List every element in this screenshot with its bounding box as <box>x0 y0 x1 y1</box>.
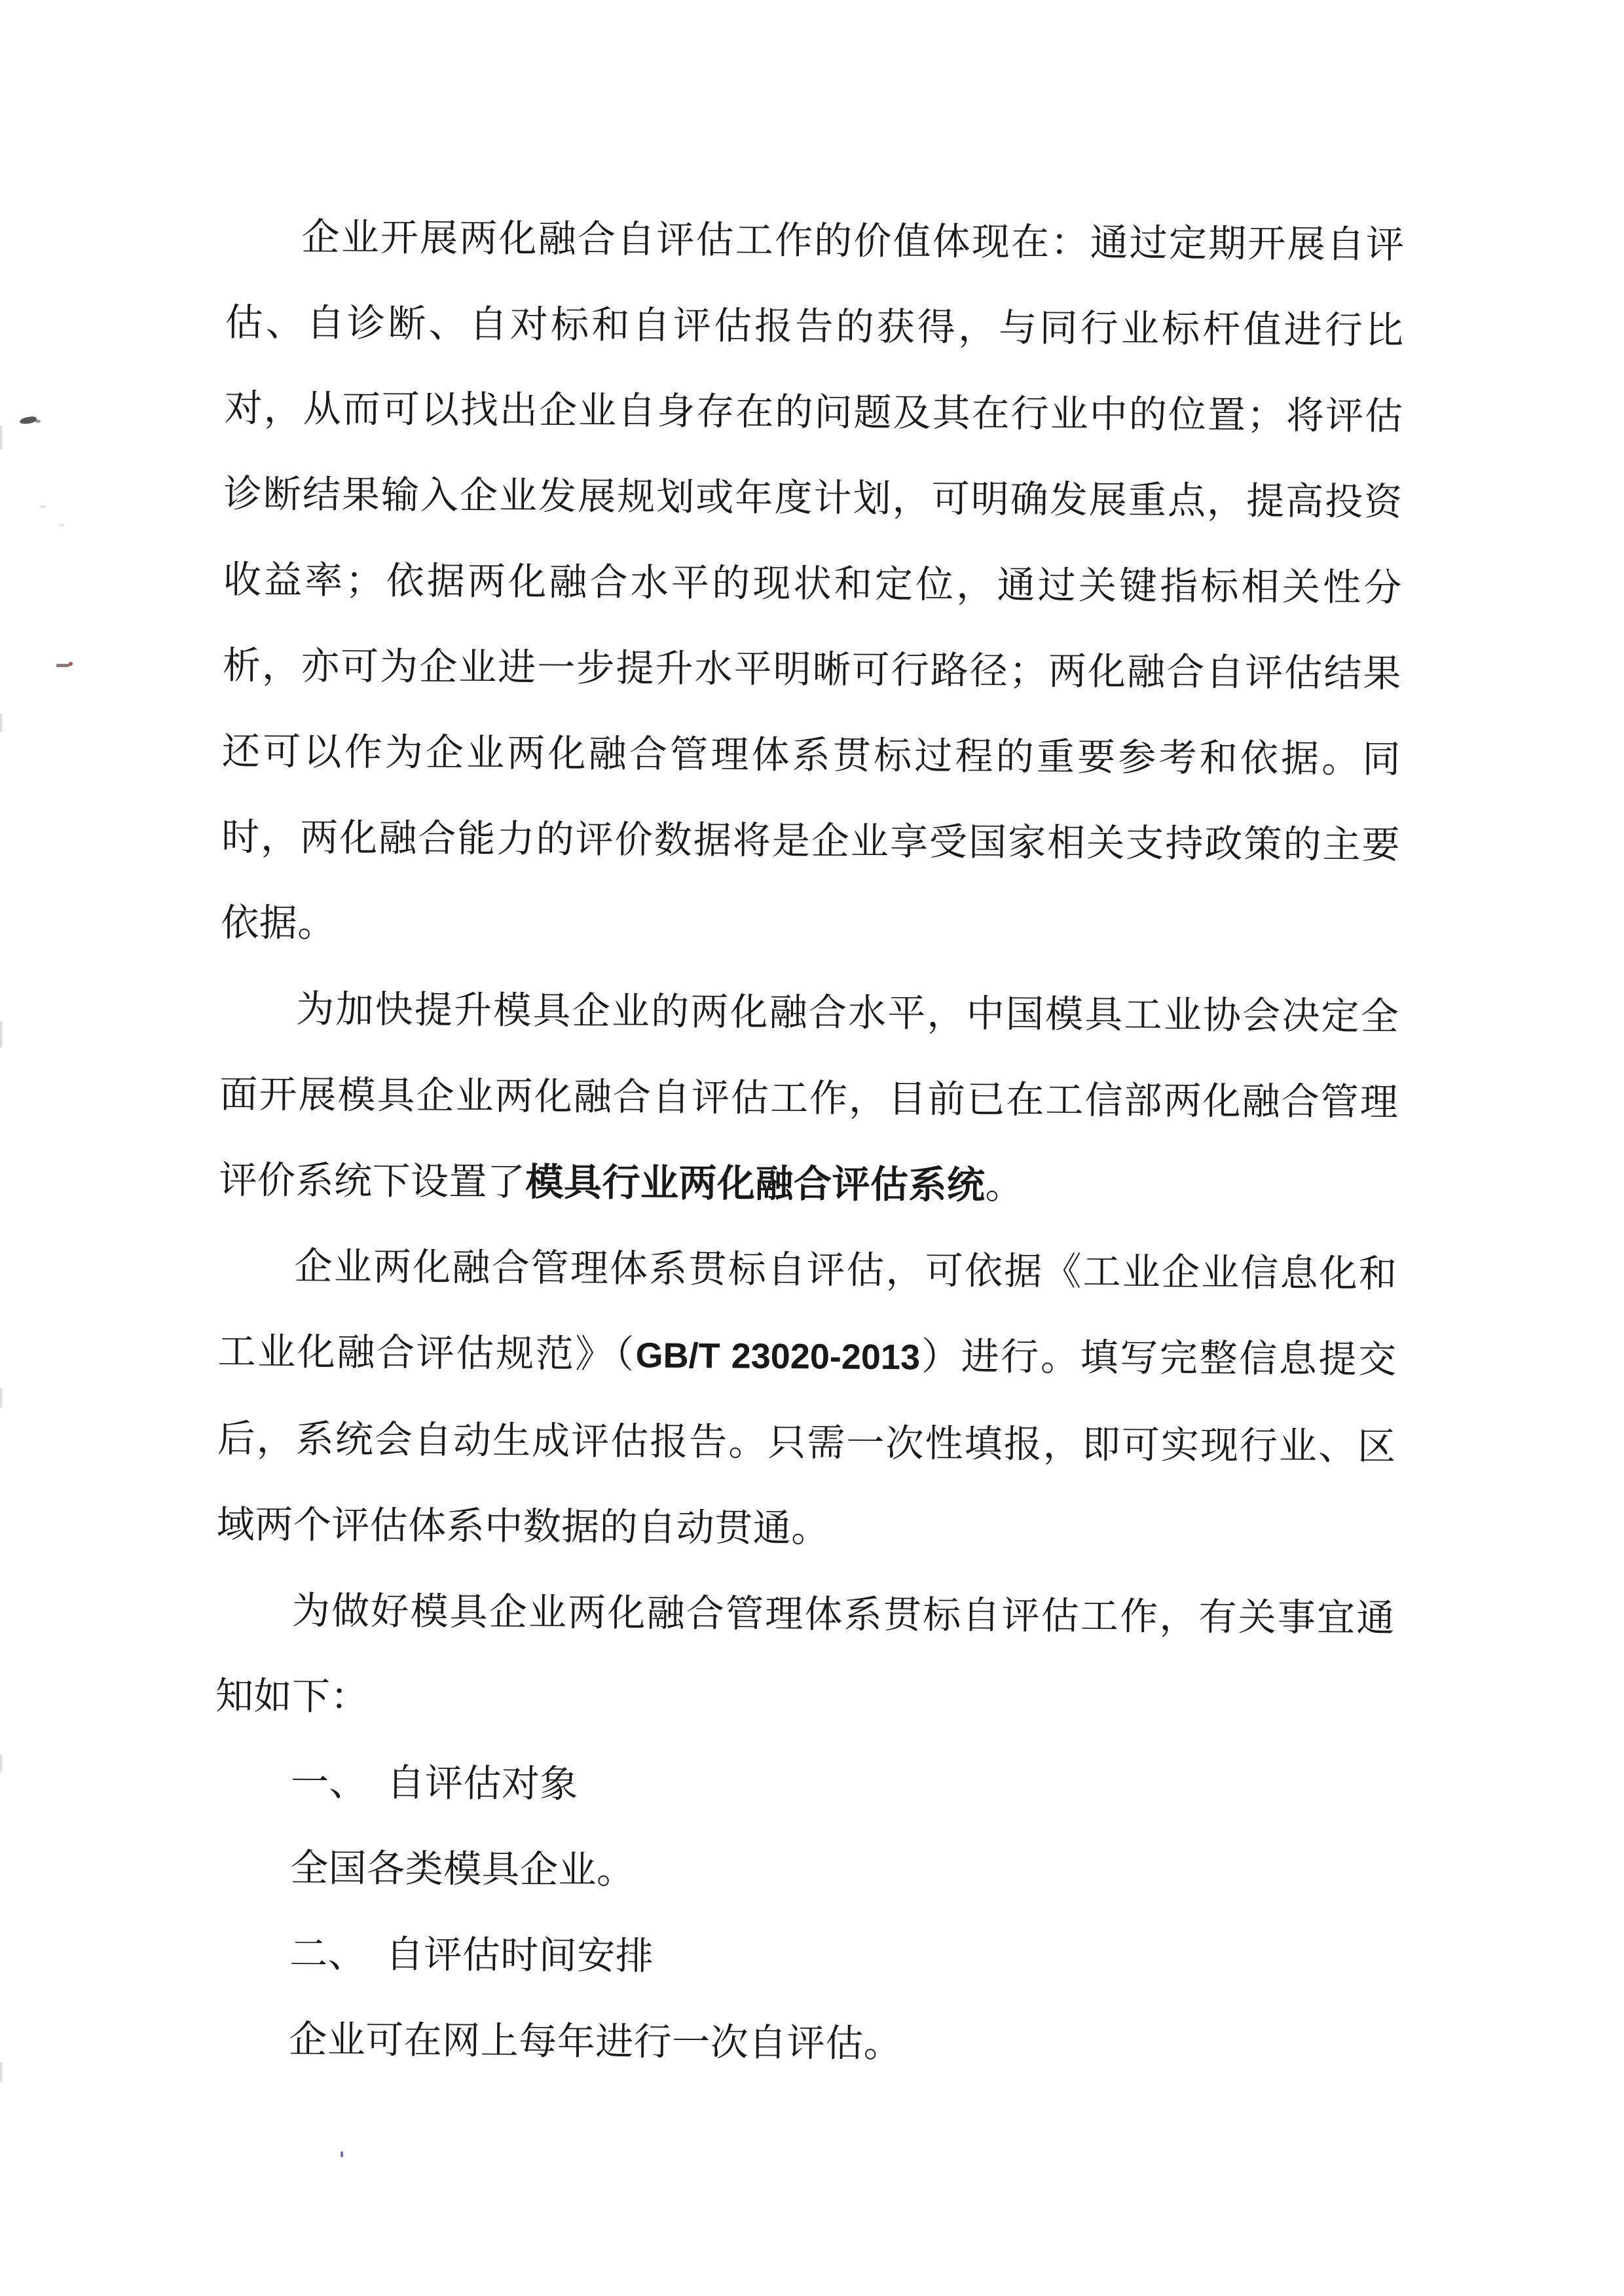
standard-reference-paragraph <box>216 1223 1397 1576</box>
bold-system-name-text: 模具行业两化融合评估系统 <box>525 1161 986 1207</box>
text-run: 。 <box>985 1164 1024 1207</box>
faint-speckle <box>39 505 46 508</box>
scanner-edge-streak <box>0 426 2 449</box>
scanner-edge-streak <box>0 1388 2 1408</box>
text-run: 为做好模具企业两化融合管理体系贯标自评估工作，有关事宜通知如下： <box>215 1589 1395 1719</box>
section-1-heading <box>215 1739 1394 1833</box>
faint-speckle <box>59 524 64 526</box>
section-2-heading <box>213 1910 1393 2005</box>
intro-value-paragraph <box>221 194 1405 974</box>
document-body <box>213 194 1405 2090</box>
section-1-body <box>214 1825 1393 1919</box>
ink-smudge-tail <box>35 420 41 423</box>
text-run: ）进行。填写完整信息提交后，系统会自动生成评估报告。只需一次性填报，即可实现行业、区域两个评估体系中数据的自动贯通。 <box>216 1335 1397 1550</box>
notice-intro-paragraph <box>215 1567 1395 1747</box>
text-run: 企业两化融合管理体系贯标自评估，可依据《工业企业信息化和工业化融合评估规范》（ <box>217 1245 1397 1376</box>
ink-smudge <box>19 416 37 425</box>
text-run: 为加快提升模具企业的两化融合水平，中国模具工业协会决定全面开展模具企业两化融合自评估工作，目前已在工信部两化融合管理评价系统下设置了 <box>219 987 1399 1204</box>
pen-mark <box>56 664 69 667</box>
association-decision-paragraph <box>219 966 1399 1231</box>
red-speckle <box>69 662 73 666</box>
scanner-edge-streak <box>0 714 2 732</box>
text-run: 全国各类模具企业。 <box>289 1846 635 1892</box>
blue-speckle <box>341 2151 343 2157</box>
text-run: 企业开展两化融合自评估工作的价值体现在：通过定期开展自评估、自诊断、自对标和自评估报告的获得，与同行业标杆值进行比对，从而可以找出企业自身存在的问题及其在行业中的位置；将评估诊断结果输入企业发展规划或年度计划，可明确发展重点，提高投资收益率；依据两化融合水平的现状和定位，通过关键指标相关性分析，亦可为企业进一步提升水平明晰可行路径；两化融合自评估结果还可以作为企业两化融合管理体系贯标过程的重要参考和依据。同时，两化融合能力的评价数据将是企业享受国家相关支持政策的主要依据。 <box>220 215 1405 945</box>
text-run: 一、 自评估对象 <box>290 1760 579 1806</box>
standard-number-text: GB/T 23020-2013 <box>635 1336 921 1377</box>
section-2-body <box>213 1996 1392 2090</box>
text-run: 二、 自评估时间安排 <box>289 1932 654 1978</box>
text-run: 企业可在网上每年进行一次自评估。 <box>289 2018 902 2066</box>
scanner-edge-streak <box>0 1021 2 1048</box>
scanner-edge-streak <box>0 2062 2 2082</box>
scanner-edge-streak <box>0 1755 2 1772</box>
